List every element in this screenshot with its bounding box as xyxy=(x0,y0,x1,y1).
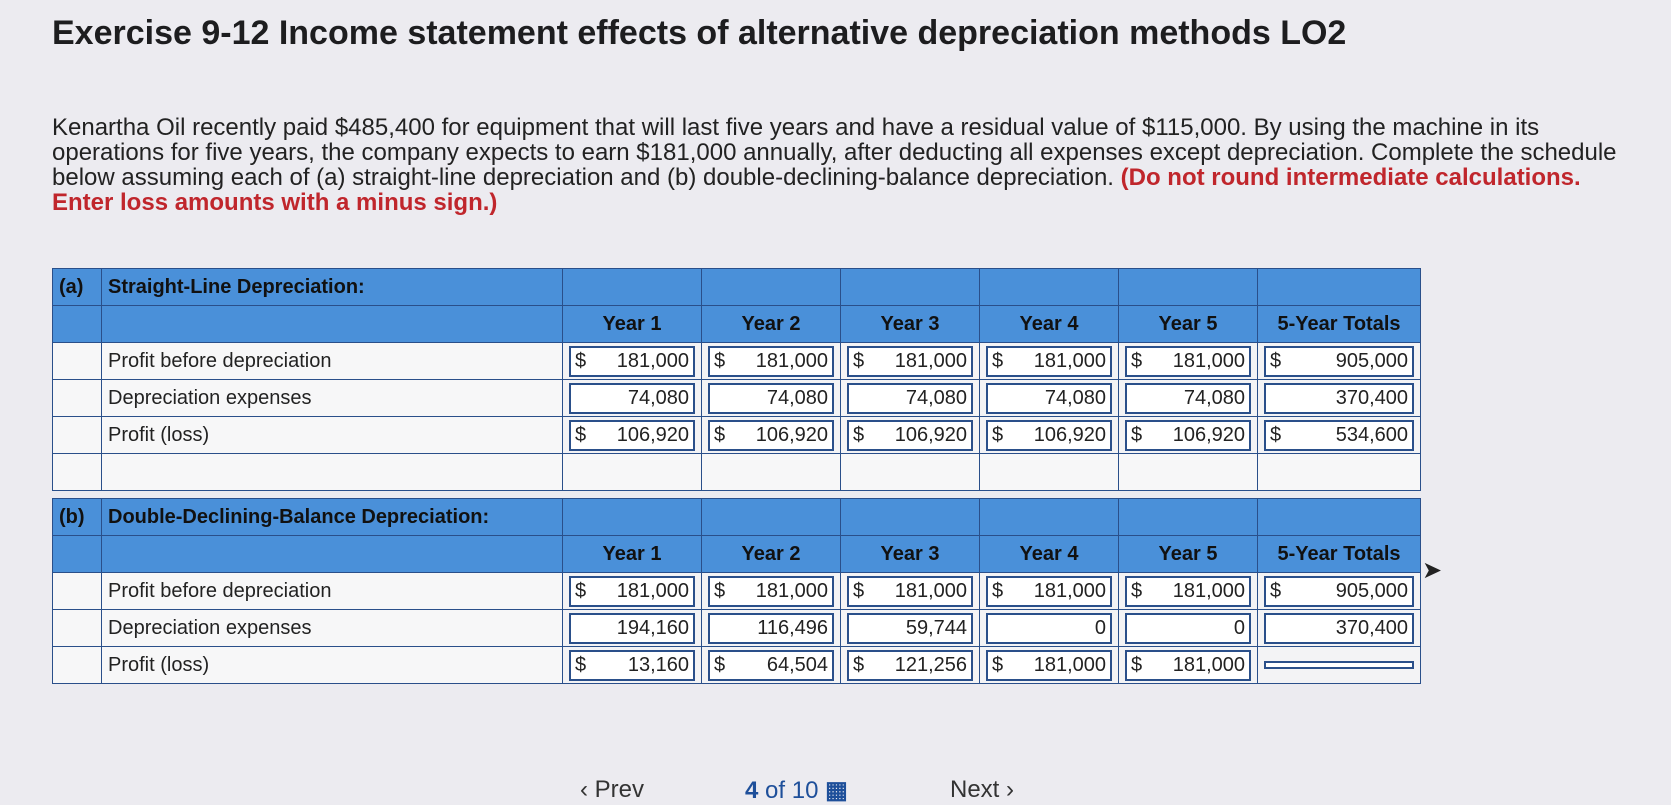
page-total: of 10 xyxy=(765,777,819,804)
amount-input[interactable] xyxy=(1125,613,1251,644)
table-row xyxy=(53,573,1421,610)
amount-value: 106,920 xyxy=(894,423,967,446)
grid-icon: ▦ xyxy=(825,777,848,804)
page-title: Exercise 9-12 Income statement effects of alternative depreciation methods LO2 xyxy=(52,14,1347,52)
column-header: Year 3 xyxy=(841,536,980,573)
column-header: 5-Year Totals xyxy=(1258,306,1421,343)
amount-input[interactable] xyxy=(1125,650,1251,681)
currency-symbol: $ xyxy=(992,579,1004,602)
currency-symbol: $ xyxy=(992,349,1004,372)
amount-input[interactable] xyxy=(986,346,1112,377)
section-heading: Straight-Line Depreciation: xyxy=(102,269,563,306)
column-header: Year 3 xyxy=(841,306,980,343)
currency-symbol: $ xyxy=(1270,349,1282,372)
amount-value: 121,256 xyxy=(894,653,967,676)
currency-symbol: $ xyxy=(992,653,1004,676)
currency-symbol: $ xyxy=(575,349,587,372)
table-row xyxy=(53,380,1421,417)
amount-input[interactable] xyxy=(569,420,695,451)
row-label: Depreciation expenses xyxy=(102,610,563,647)
amount-value: 181,000 xyxy=(755,579,828,602)
amount-input[interactable] xyxy=(1264,383,1414,414)
currency-symbol: $ xyxy=(1270,579,1282,602)
amount-input[interactable] xyxy=(569,346,695,377)
column-header: Year 1 xyxy=(563,536,702,573)
currency-symbol: $ xyxy=(575,579,587,602)
page-indicator[interactable] xyxy=(745,776,848,805)
next-label: Next xyxy=(950,776,1000,803)
section-heading: Double-Declining-Balance Depreciation: xyxy=(102,499,563,536)
amount-value: 74,080 xyxy=(1183,386,1245,409)
row-label: Profit before depreciation xyxy=(102,343,563,380)
currency-symbol: $ xyxy=(575,423,587,446)
column-header: Year 2 xyxy=(702,536,841,573)
amount-value: 74,080 xyxy=(905,386,967,409)
amount-input[interactable] xyxy=(847,576,973,607)
currency-symbol: $ xyxy=(1131,653,1143,676)
row-label: Profit (loss) xyxy=(102,647,563,684)
amount-input[interactable] xyxy=(1264,420,1414,451)
amount-input[interactable] xyxy=(708,613,834,644)
amount-value: 106,920 xyxy=(1172,423,1245,446)
currency-symbol: $ xyxy=(575,653,587,676)
amount-input[interactable] xyxy=(569,650,695,681)
amount-input[interactable] xyxy=(708,346,834,377)
amount-input[interactable] xyxy=(986,650,1112,681)
amount-value: 181,000 xyxy=(894,579,967,602)
amount-input[interactable] xyxy=(847,383,973,414)
amount-input[interactable] xyxy=(1125,383,1251,414)
prev-label: Prev xyxy=(594,776,645,803)
amount-input[interactable] xyxy=(847,650,973,681)
amount-input[interactable] xyxy=(708,383,834,414)
mouse-cursor-icon: ➤ xyxy=(1422,557,1443,584)
amount-input[interactable] xyxy=(1125,346,1251,377)
row-label: Profit (loss) xyxy=(102,417,563,454)
amount-input[interactable] xyxy=(1264,346,1414,377)
amount-value: 64,504 xyxy=(766,653,828,676)
problem-text xyxy=(52,115,1642,215)
table-row xyxy=(53,343,1421,380)
amount-value: 181,000 xyxy=(1172,349,1245,372)
amount-input[interactable] xyxy=(1264,661,1414,669)
amount-value: 74,080 xyxy=(627,386,689,409)
table-row xyxy=(53,647,1421,684)
amount-input[interactable] xyxy=(708,576,834,607)
column-header: Year 4 xyxy=(980,306,1119,343)
amount-value: 0 xyxy=(1094,616,1106,639)
amount-input[interactable] xyxy=(847,346,973,377)
currency-symbol: $ xyxy=(1270,423,1282,446)
amount-input[interactable] xyxy=(847,420,973,451)
amount-value: 534,600 xyxy=(1335,423,1408,446)
problem-description: Kenartha Oil recently paid $485,400 for equipment that will last five years and have a residual value of $115,000. By using the machine in its operations for five years, the company expects to earn $181,000 annually, after deducting all expenses except depreciation. Complete the schedule below assuming each of (a) straight-line depreciation and (b) double-declining-balance depreciation. xyxy=(52,114,1617,191)
amount-value: 194,160 xyxy=(616,616,689,639)
amount-input[interactable] xyxy=(1125,576,1251,607)
amount-input[interactable] xyxy=(708,650,834,681)
amount-input[interactable] xyxy=(986,576,1112,607)
amount-value: 370,400 xyxy=(1335,616,1408,639)
amount-value: 181,000 xyxy=(755,349,828,372)
amount-value: 905,000 xyxy=(1335,349,1408,372)
amount-input[interactable] xyxy=(1264,613,1414,644)
schedule-a xyxy=(52,268,1421,491)
currency-symbol: $ xyxy=(992,423,1004,446)
instruction: (Do not round intermediate calculations. Enter loss amounts with a minus sign.) xyxy=(52,164,1581,216)
amount-value: 181,000 xyxy=(1172,579,1245,602)
amount-value: 181,000 xyxy=(616,349,689,372)
currency-symbol: $ xyxy=(853,653,865,676)
currency-symbol: $ xyxy=(1131,579,1143,602)
amount-value: 181,000 xyxy=(1033,653,1106,676)
currency-symbol: $ xyxy=(853,349,865,372)
amount-value: 905,000 xyxy=(1335,579,1408,602)
amount-value: 0 xyxy=(1233,616,1245,639)
currency-symbol: $ xyxy=(1131,423,1143,446)
amount-value: 181,000 xyxy=(1033,579,1106,602)
amount-value: 181,000 xyxy=(894,349,967,372)
currency-symbol: $ xyxy=(714,653,726,676)
column-header: Year 5 xyxy=(1119,536,1258,573)
amount-value: 106,920 xyxy=(1033,423,1106,446)
amount-input[interactable] xyxy=(986,420,1112,451)
row-label: Depreciation expenses xyxy=(102,380,563,417)
currency-symbol: $ xyxy=(714,349,726,372)
amount-input[interactable] xyxy=(986,613,1112,644)
amount-input[interactable] xyxy=(569,576,695,607)
column-header: Year 4 xyxy=(980,536,1119,573)
currency-symbol: $ xyxy=(1131,349,1143,372)
currency-symbol: $ xyxy=(853,423,865,446)
amount-input[interactable] xyxy=(1264,576,1414,607)
column-header: 5-Year Totals xyxy=(1258,536,1421,573)
amount-value: 74,080 xyxy=(1044,386,1106,409)
amount-value: 370,400 xyxy=(1335,386,1408,409)
row-label: Profit before depreciation xyxy=(102,573,563,610)
currency-symbol: $ xyxy=(853,579,865,602)
table-row xyxy=(53,417,1421,454)
amount-value: 116,496 xyxy=(757,616,828,639)
schedule-b xyxy=(52,498,1421,684)
amount-input[interactable] xyxy=(986,383,1112,414)
currency-symbol: $ xyxy=(714,579,726,602)
next-button[interactable]: Next › xyxy=(950,776,1015,803)
column-header: Year 1 xyxy=(563,306,702,343)
amount-input[interactable] xyxy=(569,383,695,414)
amount-value: 181,000 xyxy=(1033,349,1106,372)
page-number: 4 xyxy=(745,777,759,804)
currency-symbol: $ xyxy=(714,423,726,446)
amount-value: 106,920 xyxy=(755,423,828,446)
section-tag: (b) xyxy=(53,499,102,536)
amount-value: 181,000 xyxy=(616,579,689,602)
prev-button[interactable]: ‹ Prev xyxy=(580,776,645,803)
amount-value: 59,744 xyxy=(905,616,967,639)
column-header: Year 5 xyxy=(1119,306,1258,343)
amount-value: 181,000 xyxy=(1172,653,1245,676)
amount-value: 106,920 xyxy=(616,423,689,446)
amount-value: 74,080 xyxy=(766,386,828,409)
amount-input[interactable] xyxy=(1125,420,1251,451)
amount-input[interactable] xyxy=(847,613,973,644)
table-row xyxy=(53,610,1421,647)
column-header: Year 2 xyxy=(702,306,841,343)
section-tag: (a) xyxy=(53,269,102,306)
amount-input[interactable] xyxy=(708,420,834,451)
amount-value: 13,160 xyxy=(627,653,689,676)
amount-input[interactable] xyxy=(569,613,695,644)
